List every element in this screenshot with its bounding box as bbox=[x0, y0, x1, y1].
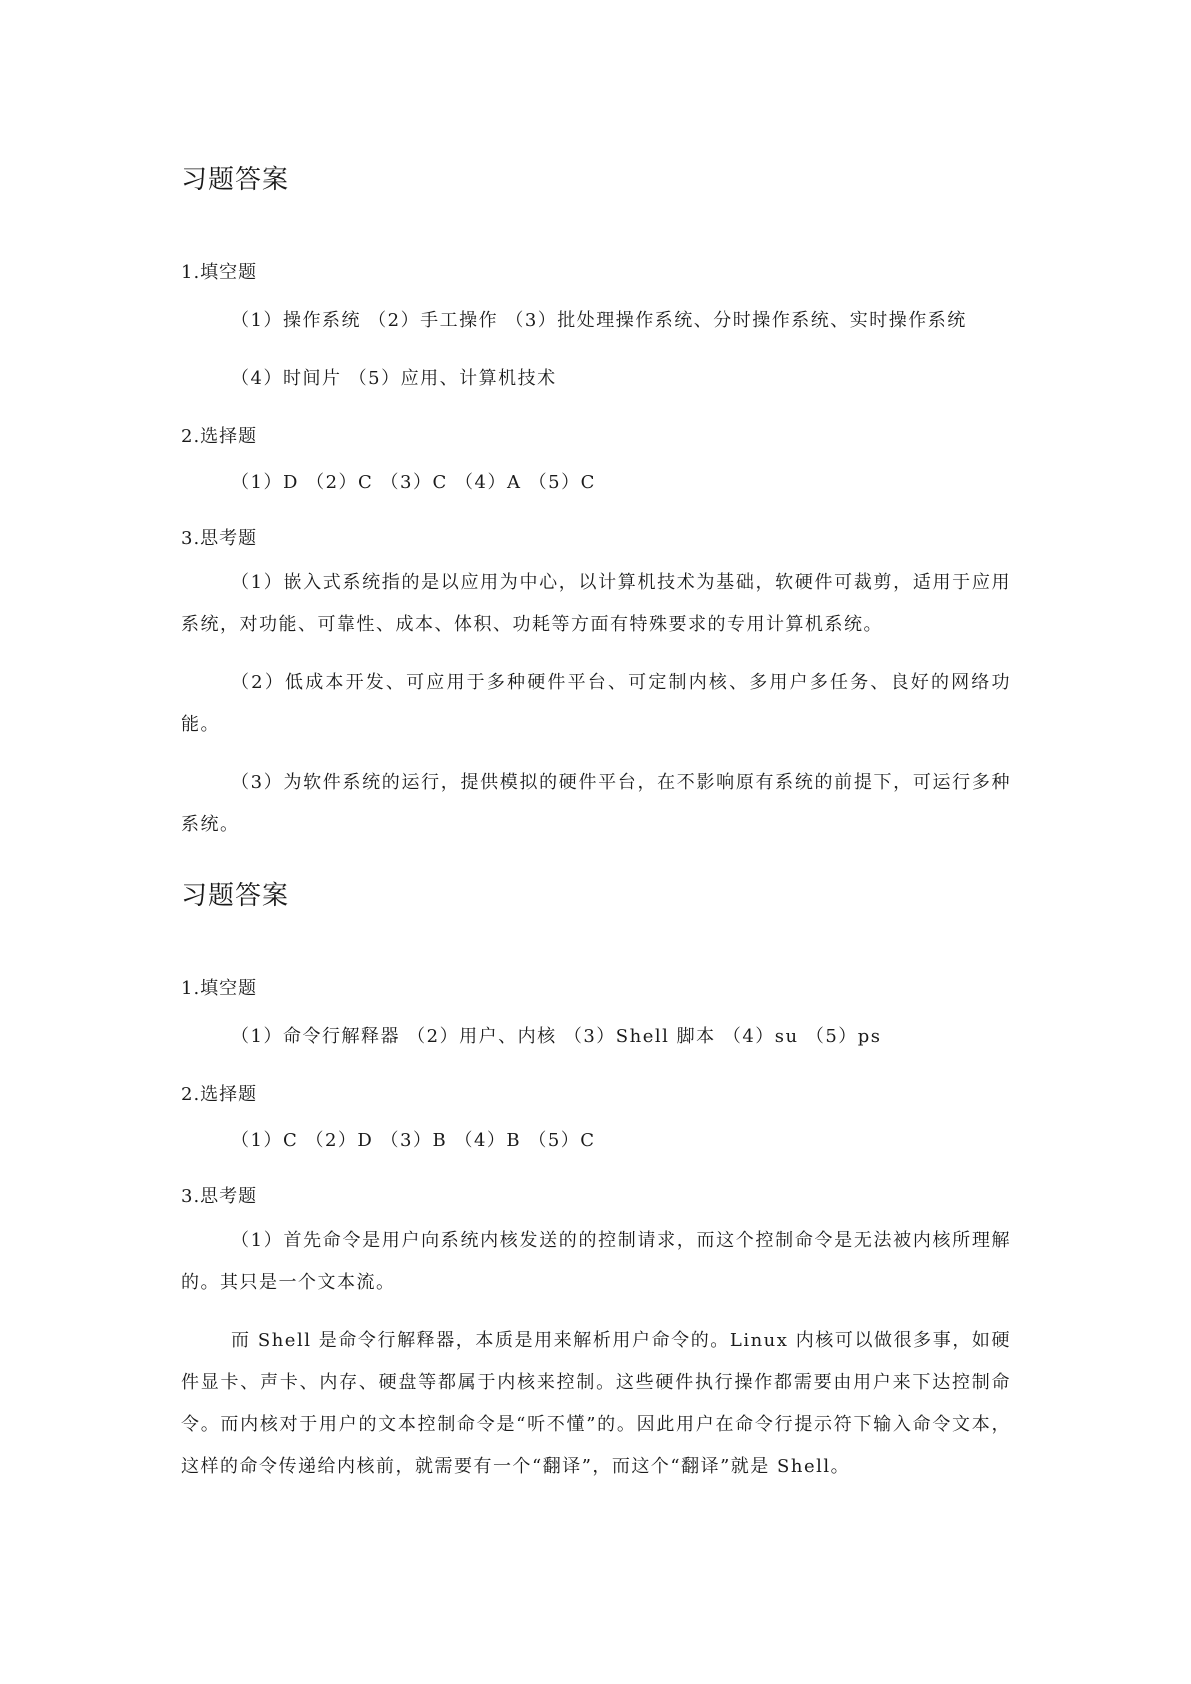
thinking-answer-3: （3）为软件系统的运行，提供模拟的硬件平台，在不影响原有系统的前提下，可运行多种系统。 bbox=[181, 772, 1011, 835]
answer-section-1 bbox=[181, 162, 1011, 862]
thinking-answer-2: （2）低成本开发、可应用于多种硬件平台、可定制内核、多用户多任务、良好的网络功能。 bbox=[181, 672, 1011, 735]
answer-section-2 bbox=[181, 878, 1011, 1504]
section-title: 习题答案 bbox=[181, 165, 290, 195]
fill-in-heading: 1.填空题 bbox=[181, 978, 258, 999]
fill-in-answers-line-1: （1）操作系统 （2）手工操作 （3）批处理操作系统、分时操作系统、实时操作系统 bbox=[231, 310, 967, 331]
thinking-answer-1: （1）首先命令是用户向系统内核发送的的控制请求，而这个控制命令是无法被内核所理解的。其只是一个文本流。 bbox=[181, 1230, 1011, 1293]
section-title: 习题答案 bbox=[181, 881, 290, 911]
choice-heading: 2.选择题 bbox=[181, 426, 258, 447]
fill-in-heading: 1.填空题 bbox=[181, 262, 258, 283]
thinking-heading: 3.思考题 bbox=[181, 528, 258, 549]
thinking-answer-1: （1）嵌入式系统指的是以应用为中心，以计算机技术为基础，软硬件可裁剪，适用于应用系统，对功能、可靠性、成本、体积、功耗等方面有特殊要求的专用计算机系统。 bbox=[181, 572, 1011, 635]
choice-answers: （1）D （2）C （3）C （4）A （5）C bbox=[231, 472, 596, 493]
thinking-heading: 3.思考题 bbox=[181, 1186, 258, 1207]
choice-heading: 2.选择题 bbox=[181, 1084, 258, 1105]
thinking-answer-2: 而 Shell 是命令行解释器，本质是用来解析用户命令的。Linux 内核可以做很多事，如硬件显卡、声卡、内存、硬盘等都属于内核来控制。这些硬件执行操作都需要由用户来下达控制命令。而内核对于用户的文本控制命令是“听不懂”的。因此用户在命令行提示符下输入命令文本，这样的命令传递给内核前，就需要有一个“翻译”，而这个“翻译”就是 Shell。 bbox=[181, 1330, 1011, 1477]
choice-answers: （1）C （2）D （3）B （4）B （5）C bbox=[231, 1130, 596, 1151]
fill-in-answers-line-1: （1）命令行解释器 （2）用户、内核 （3）Shell 脚本 （4）su （5）ps bbox=[231, 1026, 882, 1047]
fill-in-answers-line-2: （4）时间片 （5）应用、计算机技术 bbox=[231, 368, 557, 389]
